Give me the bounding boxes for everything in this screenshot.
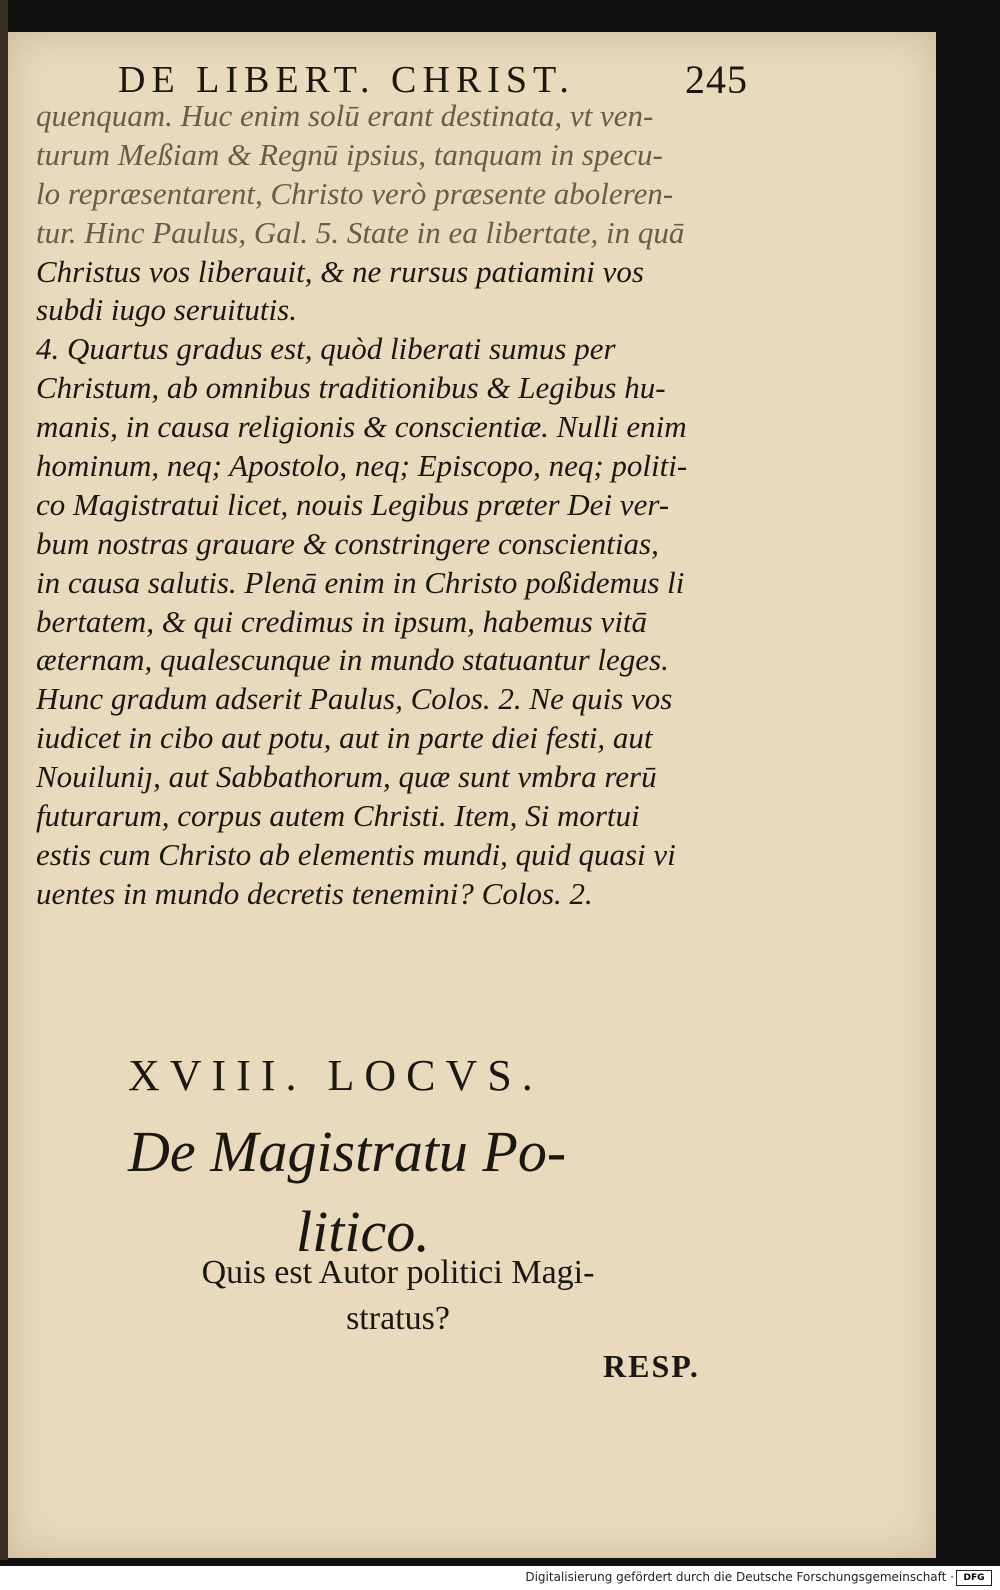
section-title: [128, 1112, 728, 1272]
running-head-title: DE LIBERT. CHRIST.: [118, 59, 575, 101]
question-line: Quis est Autor politici Magi-: [201, 1254, 595, 1291]
book-spine-edge: [0, 0, 8, 1560]
text-line: Christum, ab omnibus traditionibus & Legibus hu-: [36, 370, 666, 406]
text-line: tur. Hinc Paulus, Gal. 5. State in ea libertate, in quā: [36, 214, 685, 250]
text-line: in causa salutis. Plenā enim in Christo poßidemus li: [36, 564, 685, 600]
text-line: uentes in mundo decretis tenemini? Colos. 2.: [36, 875, 593, 911]
book-page: [8, 32, 936, 1558]
section-title-line: litico.: [296, 1199, 430, 1264]
text-line: quenquam. Huc enim solū erant destinata, vt ven-: [36, 98, 654, 133]
text-line: bum nostras grauare & constringere conscientias,: [36, 525, 659, 561]
text-line: estis cum Christo ab elementis mundi, quid quasi vi: [36, 836, 676, 872]
question: [138, 1250, 658, 1342]
text-line: hominum, neq; Apostolo, neq; Episcopo, neq; politi-: [36, 448, 688, 484]
catchword: RESP.: [603, 1348, 700, 1384]
text-line: lo repræsentarent, Christo verò præsente aboleren-: [36, 175, 674, 211]
text-line: 4. Quartus gradus est, quòd liberati sumus per: [36, 331, 616, 367]
section-heading: XVIII. LOCVS.: [128, 1051, 543, 1100]
text-line: æternam, qualescunque in mundo statuantur leges.: [36, 642, 669, 678]
dfg-logo: DFG: [956, 1570, 992, 1586]
text-line: bertatem, & qui credimus in ipsum, habemus vitā: [36, 603, 648, 639]
text-line: futurarum, corpus autem Christi. Item, Si mortui: [36, 798, 640, 834]
question-line: stratus?: [346, 1300, 450, 1337]
text-line: Nouiluniȷ, aut Sabbathorum, quæ sunt vmbra rerū: [36, 759, 657, 795]
text-line: manis, in causa religionis & conscientiæ. Nulli enim: [36, 409, 687, 445]
text-line: turum Meßiam & Regnū ipsius, tanquam in specu-: [36, 136, 663, 172]
text-line: co Magistratui licet, nouis Legibus præter Dei ver-: [36, 486, 670, 522]
body-text: [36, 97, 736, 914]
footer-credit: Digitalisierung gefördert durch die Deutsche Forschungsgemeinschaft ·: [525, 1570, 954, 1584]
text-line: Christus vos liberauit, & ne rursus patiamini vos: [36, 253, 644, 289]
digitization-footer: [0, 1566, 1000, 1590]
text-line: subdi iugo seruitutis.: [36, 292, 297, 328]
page-number: 245: [685, 57, 748, 102]
text-line: Hunc gradum adserit Paulus, Colos. 2. Ne quis vos: [36, 681, 673, 717]
section-title-line: De Magistratu Po-: [128, 1119, 567, 1184]
text-line: iudicet in cibo aut potu, aut in parte diei festi, aut: [36, 720, 653, 756]
